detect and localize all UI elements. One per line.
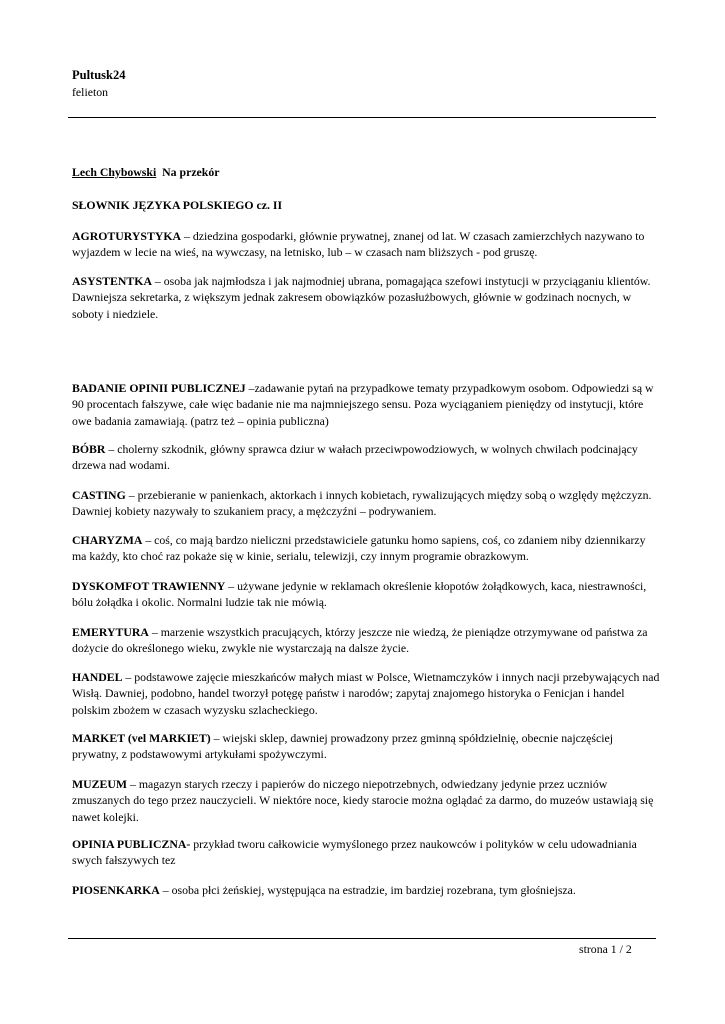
dictionary-entry xyxy=(72,730,662,763)
entry-term: BÓBR xyxy=(72,442,106,456)
dictionary-entry xyxy=(72,669,662,718)
dictionary-entry xyxy=(72,228,662,261)
footer-divider xyxy=(68,938,656,939)
dictionary-entry xyxy=(72,624,662,657)
entry-term: PIOSENKARKA xyxy=(72,883,160,897)
entry-term: AGROTURYSTYKA xyxy=(72,229,182,243)
column-name: Na przekór xyxy=(162,165,220,179)
entry-definition: – wiejski sklep, dawniej prowadzony przez gminną spółdzielnię, obecnie najczęściej prywatny, z podstawowymi artykułami spożywczymi. xyxy=(72,731,613,762)
entry-definition: – coś, co mają bardzo nieliczni przedstawiciele gatunku homo sapiens, coś, co zdaniem niby dziennikarzy ma każdy, kto choć raz pokaże się w kinie, serialu, telewizji, czy innym programie obrazkowym. xyxy=(72,533,646,564)
entry-term: HANDEL xyxy=(72,670,123,684)
dictionary-entry xyxy=(72,380,662,429)
dictionary-entry xyxy=(72,836,662,869)
header-divider xyxy=(68,117,656,118)
article-heading: SŁOWNIK JĘZYKA POLSKIEGO cz. II xyxy=(72,198,283,212)
dictionary-entry xyxy=(72,441,662,474)
entry-definition: – marzenie wszystkich pracujących, którzy jeszcze nie wiedzą, że pieniądze otrzymywane od państwa za dożycie do określonego wieku, zwykle nie wystarczają na dalsze życie. xyxy=(72,625,648,656)
entry-definition: – osoba jak najmłodsza i jak najmodniej ubrana, pomagająca szefowi instytucji w przyciąganiu klientów. Dawniejsza sekretarka, z większym jednak zakresem obowiązków pozasłużbowych, głównie w godzinach nocnych, w soboty i niedziele. xyxy=(72,274,651,321)
entry-definition: – dziedzina gospodarki, głównie prywatnej, znanej od lat. W czasach zamierzchłych nazywano to wyjazdem w lecie na wieś, na wywczasy, na letnisko, lub – w czasach nam bliższych - pod gruszę. xyxy=(72,229,645,260)
entry-definition: – używane jedynie w reklamach określenie kłopotów żołądkowych, kaca, niestrawności, bólu żołądka i okolic. Normalni ludzie tak nie mówią. xyxy=(72,579,647,610)
dictionary-entry xyxy=(72,578,662,611)
entry-term: MUZEUM xyxy=(72,777,128,791)
entry-term: OPINIA PUBLICZNA- xyxy=(72,837,191,851)
entry-definition: – podstawowe zajęcie mieszkańców małych miast w Polsce, Wietnamczyków i innych nacji przebywających nad Wisłą. Dawniej, podobno, handel tworzył potęgę państw i narodów; zapytaj znajomego historyka o Fenicjan i handel polskim zbożem w czasach wyzysku szlacheckiego. xyxy=(72,670,660,717)
author-name: Lech Chybowski xyxy=(72,165,157,179)
dictionary-entry xyxy=(72,273,662,322)
entry-definition: – przebieranie w panienkach, aktorkach i innych kobietach, rywalizujących między sobą o względy mężczyzn. Dawniej kobiety nazywały to szukaniem pracy, a mężczyźni – podrywaniem. xyxy=(72,488,652,519)
entry-definition: – osoba płci żeńskiej, występująca na estradzie, im bardziej rozebrana, tym głośniejsza. xyxy=(159,883,576,897)
entry-definition: przykład tworu całkowicie wymyślonego przez naukowców i polityków w celu udowadniania swych fałszywych tez xyxy=(72,837,637,868)
entry-term: EMERYTURA xyxy=(72,625,149,639)
byline xyxy=(72,164,220,180)
dictionary-entry xyxy=(72,487,662,520)
entry-term: BADANIE OPINII PUBLICZNEJ xyxy=(72,381,246,395)
publication-subtitle: felieton xyxy=(72,85,109,99)
entry-definition: –zadawanie pytań na przypadkowe tematy przypadkowym osobom. Odpowiedzi są w 90 procentach fałszywe, całe więc badanie nie ma najmniejszego sensu. Poza wyciąganiem pieniędzy od instytucji, które owe badania zamawiają. (patrz też – opinia publiczna) xyxy=(72,381,654,428)
dictionary-entry xyxy=(72,882,662,898)
entry-term: CASTING xyxy=(72,488,126,502)
entry-definition: – magazyn starych rzeczy i papierów do niczego niepotrzebnych, odwiedzany jedynie przez uczniów zmuszanych do tego przez nauczycieli. W niektóre noce, kiedy starocie można oglądać za darmo, do muzeów ustawiają się nawet kolejki. xyxy=(72,777,654,824)
entry-definition: – cholerny szkodnik, główny sprawca dziur w wałach przeciwpowodziowych, w wolnych chwilach podcinający drzewa nad wodami. xyxy=(72,442,638,473)
entry-term: MARKET (vel MARKIET) xyxy=(72,731,211,745)
dictionary-entry xyxy=(72,532,662,565)
entry-term: CHARYZMA xyxy=(72,533,143,547)
publication-title: Pultusk24 xyxy=(72,68,126,82)
entry-term: DYSKOMFOT TRAWIENNY xyxy=(72,579,226,593)
entry-term: ASYSTENTKA xyxy=(72,274,152,288)
page-number: strona 1 / 2 xyxy=(579,942,632,956)
dictionary-entry xyxy=(72,776,662,825)
